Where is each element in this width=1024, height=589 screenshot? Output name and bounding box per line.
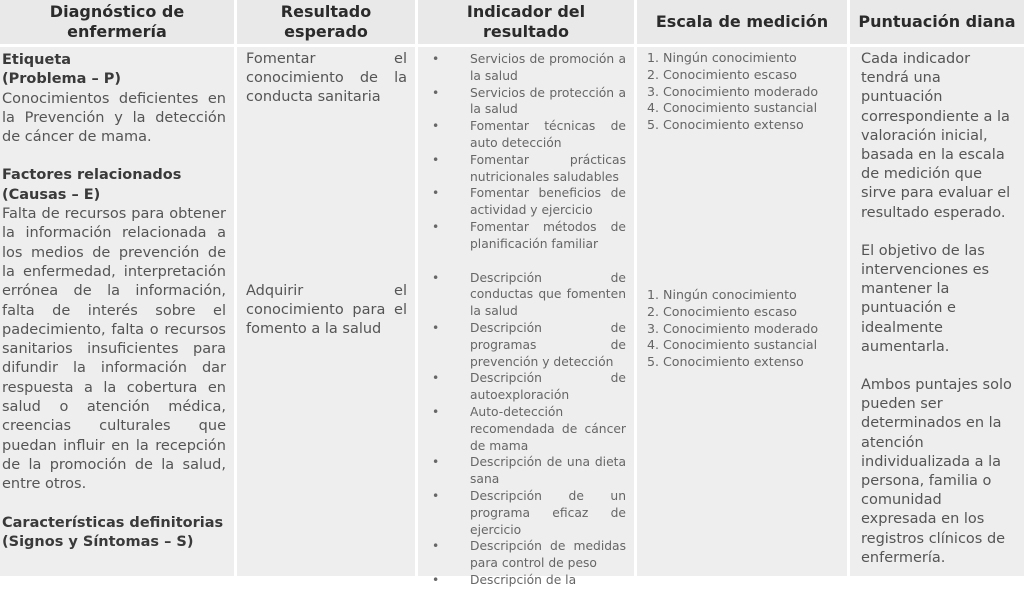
expected-result-1: Fomentar el conocimiento de la conducta sanitaria [246, 51, 407, 105]
header-indicador [418, 0, 634, 44]
indicator-item: • Fomentar métodos de planificación familiar [418, 219, 634, 253]
expected-result-2: Adquirir el conocimiento para el fomento a la salud [246, 283, 407, 337]
scale-item: 3. Conocimiento moderado [647, 320, 819, 336]
indicator-item: • Fomentar beneficios de actividad y ejercicio [418, 185, 634, 219]
etiqueta-text: Conocimientos deficientes en la Prevención y la detección de cáncer de mama. [2, 90, 226, 146]
header-label: Resultado esperado [280, 2, 372, 41]
target-score-paragraph-2: El objetivo de las intervenciones es mantener la puntuación e idealmente aumentarla. [861, 242, 990, 355]
etiqueta-subtitle: (Problema – P) [2, 71, 122, 88]
indicator-item: • Fomentar técnicas de auto detección [418, 118, 634, 152]
indicator-list-1 [418, 51, 634, 253]
scale-item: 5. Conocimiento extenso [647, 354, 804, 370]
caracteristicas-title: Características definitorias [2, 514, 224, 531]
header-label: Indicador del resultado [466, 2, 586, 41]
indicator-item: • Auto-detección recomendada de cáncer de mama [418, 404, 634, 454]
scale-item: 1. Ningún conocimiento [647, 50, 797, 65]
indicator-item: • Descripción de medidas para control de peso [418, 538, 634, 572]
indicator-item: • Descripción de autoexploración [418, 370, 634, 404]
indicator-cell [418, 47, 634, 587]
scale-item: 4. Conocimiento sustancial [647, 100, 818, 116]
target-score-cell [850, 47, 1024, 576]
indicator-list-2 [418, 270, 634, 589]
scale-item: 3. Conocimiento moderado [647, 83, 819, 99]
indicator-item: • Descripción de programas de prevención y detección [418, 320, 634, 370]
indicator-item: • Descripción de una dieta sana [418, 454, 634, 488]
scale-cell [637, 47, 847, 576]
indicator-item: • Descripción de un programa eficaz de ejercicio [418, 488, 634, 538]
header-label: Diagnóstico de enfermería [49, 2, 185, 41]
indicator-item: • Fomentar prácticas nutricionales saludables [418, 152, 634, 186]
indicator-item: • Servicios de protección a la salud [418, 85, 634, 119]
caracteristicas-subtitle: (Signos y Síntomas – S) [2, 533, 194, 550]
indicator-item: • Descripción de la [418, 572, 634, 589]
factores-text: Falta de recursos para obtener la información relacionada a los medios de prevención de la enfermedad, interpretación errónea de la información, falta de interés sobre el padecimiento, falta o recursos sanitarios insuficientes para difundir la información dar respuesta a la cobertura en salud o atención médica, creencias culturales que puedan influir en la recepción de la promoción de la salud, entre otros. [2, 206, 226, 493]
target-score-paragraph-1: Cada indicador tendrá una puntuación correspondiente a la valoración inicial, basada en la escala de medición que sirve para evaluar el resultado esperado. [861, 51, 1011, 221]
diagnosis-cell [0, 47, 234, 576]
header-escala [637, 0, 847, 44]
header-resultado [237, 0, 415, 44]
header-puntuacion [850, 0, 1024, 44]
indicator-item: • Descripción de conductas que fomenten la salud [418, 270, 634, 320]
expected-result-cell [237, 47, 415, 576]
scale-item: 2. Conocimiento escaso [647, 66, 797, 82]
scale-item: 5. Conocimiento extenso [647, 117, 804, 133]
factores-title: Factores relacionados [2, 167, 182, 184]
scale-item: 4. Conocimiento sustancial [647, 337, 818, 353]
etiqueta-title: Etiqueta [2, 52, 72, 68]
scale-item: 1. Ningún conocimiento [647, 286, 797, 302]
factores-subtitle: (Causas – E) [2, 186, 101, 203]
scale-item: 2. Conocimiento escaso [647, 303, 797, 319]
target-score-paragraph-3: Ambos puntajes solo pueden ser determinados en la atención individualizada a la persona, familia o comunidad expresada en los registros clínicos de enfermería. [861, 377, 1012, 566]
header-label: Escala de medición [655, 12, 829, 31]
header-diagnostico [0, 0, 234, 44]
header-label: Puntuación diana [858, 12, 1016, 31]
indicator-item: • Servicios de promoción a la salud [418, 51, 634, 85]
